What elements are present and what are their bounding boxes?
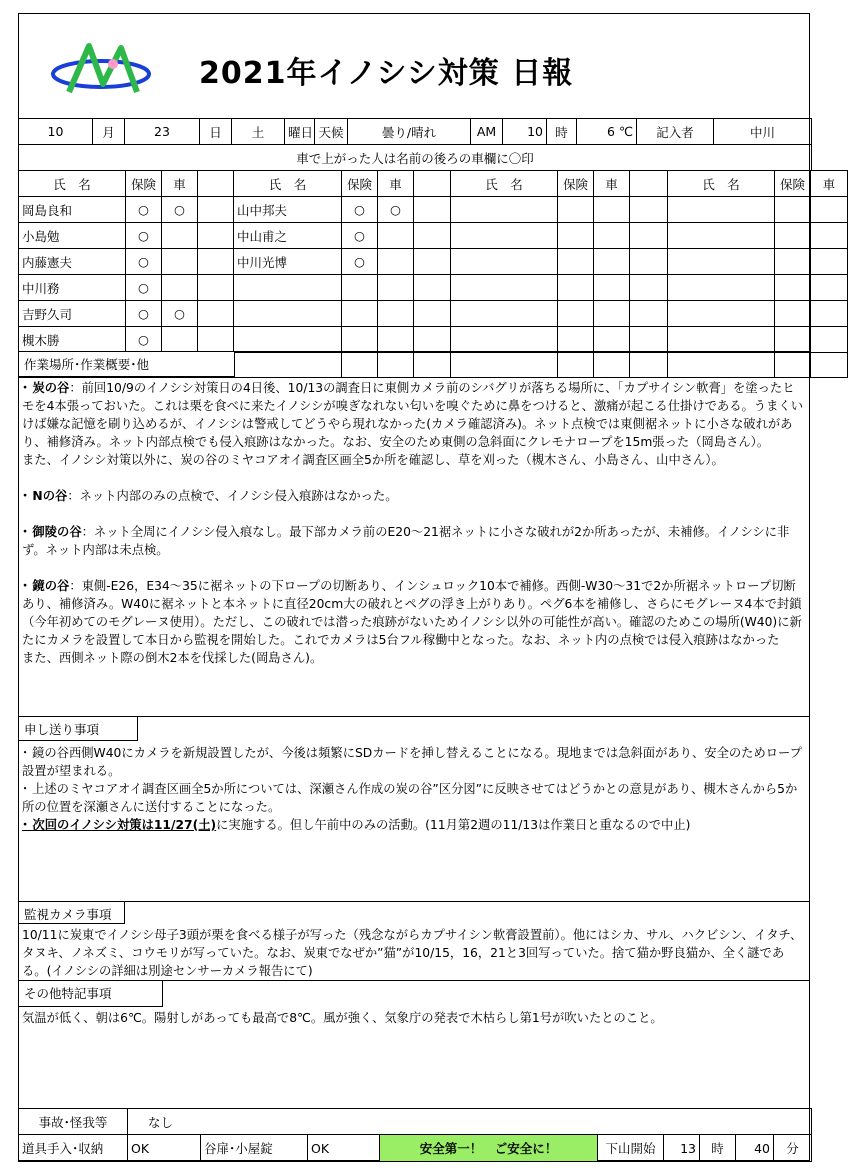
descent-hour: 13 (664, 1135, 700, 1162)
spacer-cell (198, 249, 234, 275)
work-item-place: ･ 炭の谷 (22, 381, 70, 395)
spacer-cell (198, 275, 234, 301)
attendance-insurance-cell: ○ (342, 223, 378, 249)
paragraph-gap (22, 559, 805, 577)
name-header: 氏 名 (19, 171, 126, 197)
car-header: 車 (378, 171, 414, 197)
hour-unit: 時 (547, 119, 577, 145)
temperature-value: 6 ℃ (577, 119, 637, 145)
attendance-insurance-cell (775, 301, 811, 327)
page-title: 2021年イノシシ対策 日報 (199, 56, 574, 91)
attendance-name-cell: 中川務 (19, 275, 126, 301)
attendance-insurance-cell: ○ (126, 327, 162, 353)
attendance-name-cell (234, 275, 342, 301)
next-date-detail: に実施する。但し午前中のみの活動。(11月第2週の11/13は作業日と重なるので中止) (216, 818, 691, 832)
work-label: 作業場所･作業概要･他 (19, 352, 235, 377)
attendance-insurance-cell (775, 249, 811, 275)
attendance-insurance-cell (775, 197, 811, 223)
recorder-value: 中川 (714, 119, 812, 145)
attendance-name-cell (451, 197, 558, 223)
attendance-insurance-cell: ○ (126, 197, 162, 223)
attendance-name-cell: 中山甫之 (234, 223, 342, 249)
attendance-name-cell (668, 223, 775, 249)
attendance-car-cell (594, 327, 630, 353)
attendance-car-cell: ○ (162, 301, 198, 327)
spacer-cell (414, 327, 451, 353)
car-header: 車 (594, 171, 630, 197)
attendance-car-cell (594, 197, 630, 223)
other-label: その他特記事項 (19, 981, 163, 1007)
attendance-row (19, 223, 848, 249)
attendance-car-cell (811, 197, 848, 223)
day-unit: 日 (200, 119, 232, 145)
attendance-car-cell (162, 249, 198, 275)
work-item (22, 379, 805, 451)
attendance-insurance-cell (558, 327, 594, 353)
handover-label: 申し送り事項 (19, 717, 138, 741)
hour-unit: 時 (700, 1135, 736, 1162)
camera-label: 監視カメラ事項 (19, 902, 125, 924)
attendance-insurance-cell (558, 301, 594, 327)
attendance-name-cell (668, 327, 775, 353)
safety-banner: 安全第一！ ご安全に！ (380, 1135, 598, 1162)
name-header: 氏 名 (668, 171, 775, 197)
attendance-car-cell (594, 223, 630, 249)
attendance-name-cell: 山中邦夫 (234, 197, 342, 223)
attendance-car-cell (811, 327, 848, 353)
paragraph-gap (22, 469, 805, 487)
attendance-car-cell (594, 249, 630, 275)
spacer-cell (198, 301, 234, 327)
descent-label: 下山開始 (598, 1135, 664, 1162)
attendance-car-cell (162, 327, 198, 353)
insurance-header: 保険 (126, 171, 162, 197)
weather-value: 曇り/晴れ (348, 119, 471, 145)
tools-label: 道具手入･収納 (19, 1135, 128, 1162)
work-item-text: ：東側-E26，E34～35に裾ネットの下ロープの切断あり、インシュロック10本で補修。西側-W30～31で2か所裾ネットロープ切断あり、補修済み。W40に裾ネットと本ネットに直径20cm大の破れとペグの浮き上がりあり。ペグ6本を補修し、さらにモグレーヌ4本で封鎖（今年初めてのモグレーヌ使用）。ただし、この破れでは潜った痕跡がないためイノシシ以外の可能性が高い。確認のためこの場所(W40)に新たにカメラを設置して本日から監視を開始した。これでカメラは5台フル稼働中となった。なお、ネット内の点検では侵入痕跡はなかった (22, 579, 802, 647)
work-item (22, 649, 805, 667)
attendance-insurance-cell: ○ (126, 301, 162, 327)
attendance-insurance-cell (558, 197, 594, 223)
footer-row (18, 1134, 812, 1162)
attendance-row (19, 197, 848, 223)
month-unit: 月 (93, 119, 125, 145)
spacer-cell (630, 327, 668, 353)
attendance-car-cell (162, 275, 198, 301)
accident-row (18, 1108, 812, 1135)
spacer-cell (630, 249, 668, 275)
attendance-name-cell: 槻木勝 (19, 327, 126, 353)
attendance-name-cell: 中川光博 (234, 249, 342, 275)
gate-label: 谷扉･小屋錠 (201, 1135, 308, 1162)
attendance-insurance-cell (342, 275, 378, 301)
spacer-cell (198, 327, 234, 353)
car-note-row (18, 144, 812, 171)
spacer-cell (414, 275, 451, 301)
spacer-cell (630, 275, 668, 301)
attendance-name-cell (668, 275, 775, 301)
hour-value: 10 (503, 119, 547, 145)
work-item-place: ･ Nの谷 (22, 489, 68, 503)
handover-section (19, 716, 809, 901)
attendance-name-cell (451, 327, 558, 353)
gate-value: OK (308, 1135, 380, 1162)
paragraph-gap (22, 505, 805, 523)
spacer-cell (630, 301, 668, 327)
other-text: 気温が低く、朝は6℃。陽射しがあっても最高で8℃。風が強く、気象庁の発表で木枯らし第1号が吹いたとのこと。 (22, 1011, 663, 1025)
header (19, 14, 809, 118)
attendance-header-row (19, 171, 848, 197)
next-date: ･ 次回のイノシシ対策は11/27(土) (22, 818, 217, 832)
attendance-name-cell (668, 249, 775, 275)
spacer-cell (630, 171, 668, 197)
work-item (22, 577, 805, 649)
spacer-cell (630, 223, 668, 249)
recorder-label: 記入者 (637, 119, 714, 145)
insurance-header: 保険 (342, 171, 378, 197)
attendance-insurance-cell (342, 327, 378, 353)
spacer-cell (414, 249, 451, 275)
attendance-name-cell (451, 249, 558, 275)
attendance-row (19, 249, 848, 275)
attendance-name-cell (234, 301, 342, 327)
attendance-name-cell (668, 301, 775, 327)
work-item-text: ：ネット全周にイノシシ侵入痕なし。最下部カメラ前のE20～21裾ネットに小さな破れが2か所あったが、未補修。イノシシに非ず。ネット内部は未点検。 (22, 525, 790, 557)
attendance-car-cell (378, 275, 414, 301)
info-row (18, 118, 812, 145)
month-value: 10 (19, 119, 93, 145)
work-item-place: ･ 御陵の谷 (22, 525, 82, 539)
attendance-row (19, 275, 848, 301)
work-item (22, 451, 805, 469)
name-header: 氏 名 (234, 171, 342, 197)
attendance-car-cell (811, 249, 848, 275)
insurance-header: 保険 (775, 171, 811, 197)
attendance-insurance-cell: ○ (126, 223, 162, 249)
car-note: 車で上がった人は名前の後ろの車欄に〇印 (19, 145, 812, 171)
attendance-car-cell: ○ (378, 197, 414, 223)
handover-line: ･ 鏡の谷西側W40にカメラを新規設置したが、今後は頻繁にSDカードを挿し替えることになる。現地までは急斜面があり、安全のためロープ設置が望まれる。 (22, 746, 803, 778)
weekday-label: 曜日 (285, 119, 315, 145)
spacer-cell (414, 223, 451, 249)
other-section (19, 980, 809, 1108)
spacer-cell (414, 171, 451, 197)
weekday-value: 土 (232, 119, 285, 145)
ampm-value: AM (471, 119, 503, 145)
attendance-car-cell (811, 353, 848, 378)
attendance-name-cell (451, 223, 558, 249)
attendance-insurance-cell: ○ (126, 275, 162, 301)
attendance-car-cell (594, 275, 630, 301)
attendance-car-cell (811, 301, 848, 327)
attendance-insurance-cell (775, 275, 811, 301)
club-logo-icon (51, 40, 156, 100)
handover-line (22, 816, 805, 834)
car-header: 車 (811, 171, 848, 197)
weather-label: 天候 (315, 119, 348, 145)
handover-text (19, 742, 809, 834)
attendance-car-cell (378, 327, 414, 353)
attendance-insurance-cell (558, 223, 594, 249)
attendance-car-cell (162, 223, 198, 249)
attendance-row (19, 301, 848, 327)
attendance-car-cell (378, 249, 414, 275)
spacer-cell (414, 301, 451, 327)
camera-section (19, 901, 809, 980)
accident-label: 事故･怪我等 (19, 1109, 128, 1135)
handover-line: ･ 上述のミヤコアオイ調査区画全5か所については、深瀬さん作成の炭の谷”区分図”に反映させてはどうかとの意見があり、槻木さんから5か所の位置を深瀬さんに送付することになった。 (22, 782, 798, 814)
insurance-header: 保険 (558, 171, 594, 197)
work-item-text: また、西側ネット際の倒木2本を伐採した(岡島さん)。 (22, 651, 323, 665)
attendance-insurance-cell (775, 327, 811, 353)
minute-unit: 分 (774, 1135, 812, 1162)
car-header: 車 (162, 171, 198, 197)
attendance-insurance-cell: ○ (342, 197, 378, 223)
descent-minute: 40 (736, 1135, 774, 1162)
attendance-car-cell (811, 223, 848, 249)
tools-value: OK (128, 1135, 201, 1162)
attendance-row (19, 327, 848, 353)
attendance-insurance-cell: ○ (342, 249, 378, 275)
attendance-car-cell (811, 275, 848, 301)
attendance-name-cell (451, 275, 558, 301)
attendance-insurance-cell (558, 275, 594, 301)
work-item (22, 523, 805, 559)
attendance-car-cell: ○ (162, 197, 198, 223)
work-item-place: ･ 鏡の谷 (22, 579, 70, 593)
attendance-name-cell (234, 327, 342, 353)
attendance-insurance-cell (775, 223, 811, 249)
spacer-cell (198, 197, 234, 223)
spacer-cell (630, 197, 668, 223)
attendance-name-cell (668, 197, 775, 223)
attendance-insurance-cell (558, 249, 594, 275)
spacer-cell (198, 171, 234, 197)
attendance-table (18, 170, 848, 378)
attendance-car-cell (594, 301, 630, 327)
work-text (19, 377, 809, 667)
work-item-text: また、イノシシ対策以外に、炭の谷のミヤコアオイ調査区画全5か所を確認し、草を刈った（槻木さん、小島さん、山中さん）。 (22, 453, 724, 467)
attendance-name-cell (451, 301, 558, 327)
attendance-name-cell: 吉野久司 (19, 301, 126, 327)
name-header: 氏 名 (451, 171, 558, 197)
work-item-text: ：前回10/9のイノシシ対策日の4日後、10/13の調査日に東側カメラ前のシバグリが落ちる場所に、「カプサイシン軟膏」を塗ったヒモを4本張っておいた。これは栗を食べに来たイノシシが嗅ぎなれない匂いを嗅ぐために鼻をつけると、激痛が起こる仕掛けである。うまくいけば嫌な記憶を刷り込めるが、イノシシは警戒してどうやら現れなかった(カメラ確認済み)。ネット点検では東側裾ネットに小さな破れがあり、補修済み。ネット内部点検でも侵入痕跡はなかった。なお、安全のため東側の急斜面にクレモナロープを15m張った（岡島さん）。 (22, 381, 803, 449)
attendance-insurance-cell: ○ (126, 249, 162, 275)
spacer-cell (414, 197, 451, 223)
report-sheet (18, 13, 836, 1161)
attendance-insurance-cell (342, 301, 378, 327)
spacer-cell (198, 223, 234, 249)
work-section (19, 351, 809, 716)
work-item-text: ：ネット内部のみの点検で、イノシシ侵入痕跡はなかった。 (67, 489, 398, 503)
attendance-name-cell: 岡島良和 (19, 197, 126, 223)
camera-text: 10/11に炭東でイノシシ母子3頭が栗を食べる様子が写った（残念ながらカプサイシン軟膏設置前）。他にはシカ、サル、ハクビシン、イタチ、タヌキ、ノネズミ、コウモリが写っていた。なお、炭東でなぜか”猫”が10/15，16，21と3回写っていた。捨て猫か野良猫か、全く謎である。(イノシシの詳細は別途センサーカメラ報告にて) (22, 928, 803, 978)
attendance-car-cell (378, 301, 414, 327)
attendance-name-cell: 小島勉 (19, 223, 126, 249)
attendance-car-cell (378, 223, 414, 249)
attendance-name-cell: 内藤憲夫 (19, 249, 126, 275)
work-item (22, 487, 805, 505)
day-value: 23 (125, 119, 200, 145)
accident-value: なし (128, 1109, 812, 1135)
